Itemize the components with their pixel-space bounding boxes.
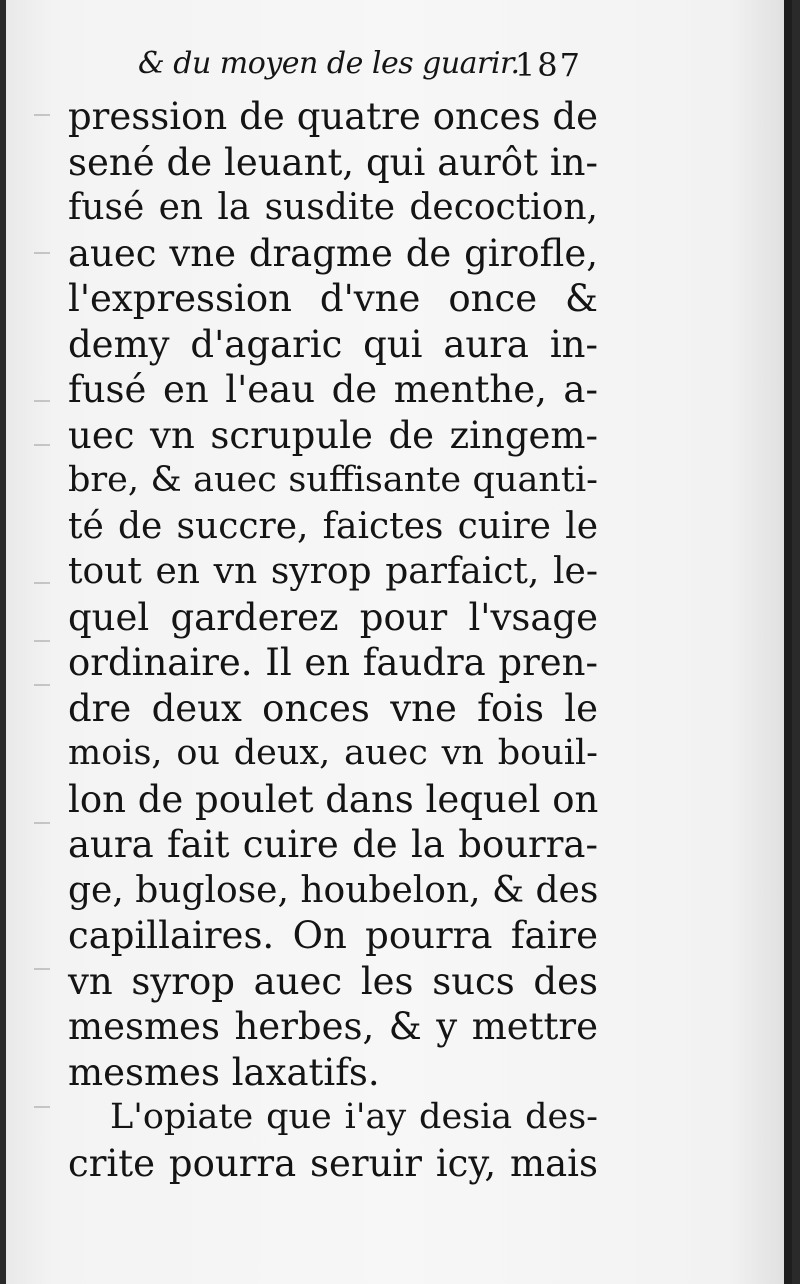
text-line: capillaires. On pourra faire <box>68 914 598 957</box>
text-line: fusé en la susdite decoction, <box>68 187 598 228</box>
text-line: auec vne dragme de girofle, <box>68 231 598 275</box>
text-line: mesmes herbes, & y mettre <box>68 1005 598 1048</box>
text-line: vn syrop auec les sucs des <box>68 959 598 1003</box>
running-header <box>138 46 598 92</box>
text-line: l'expression d'vne once & <box>68 277 598 320</box>
text-line: ordinaire. Il en faudra pren- <box>68 641 598 684</box>
text-line: mesmes laxatifs. <box>68 1050 380 1094</box>
text-line: ge, buglose, houbelon, & des <box>68 869 599 911</box>
text-line: sené de leuant, qui aurôt in- <box>68 140 598 184</box>
page-number: 187 <box>514 46 582 84</box>
text-line: bre, & auec suffisante quanti- <box>68 460 598 500</box>
book-page <box>6 0 792 1284</box>
text-line: quel garderez pour l'vsage <box>68 595 598 639</box>
text-line: fusé en l'eau de menthe, a- <box>68 368 598 411</box>
text-line: aura fait cuire de la bourra- <box>68 823 598 866</box>
body-text <box>68 94 598 1186</box>
text-line: pression de quatre onces de <box>68 95 598 138</box>
page-spine-shadow <box>784 0 792 1284</box>
text-line: L'opiate que i'ay desia des- <box>110 1097 598 1137</box>
text-line: lon de poulet dans lequel on <box>68 777 599 821</box>
text-line: dre deux onces vne fois le <box>68 686 598 730</box>
text-line: té de succre, faictes cuire le <box>68 505 598 547</box>
text-line: demy d'agaric qui aura in- <box>68 322 598 366</box>
text-line: crite pourra seruir icy, mais <box>68 1141 598 1185</box>
text-line: tout en vn syrop parfaict, le- <box>68 551 598 592</box>
margin-bleed-marks <box>34 100 56 1140</box>
text-line: uec vn scrupule de zingem- <box>68 413 598 457</box>
running-title: & du moyen de les guarir. <box>138 46 520 81</box>
text-line: mois, ou deux, auec vn bouil- <box>68 733 598 773</box>
